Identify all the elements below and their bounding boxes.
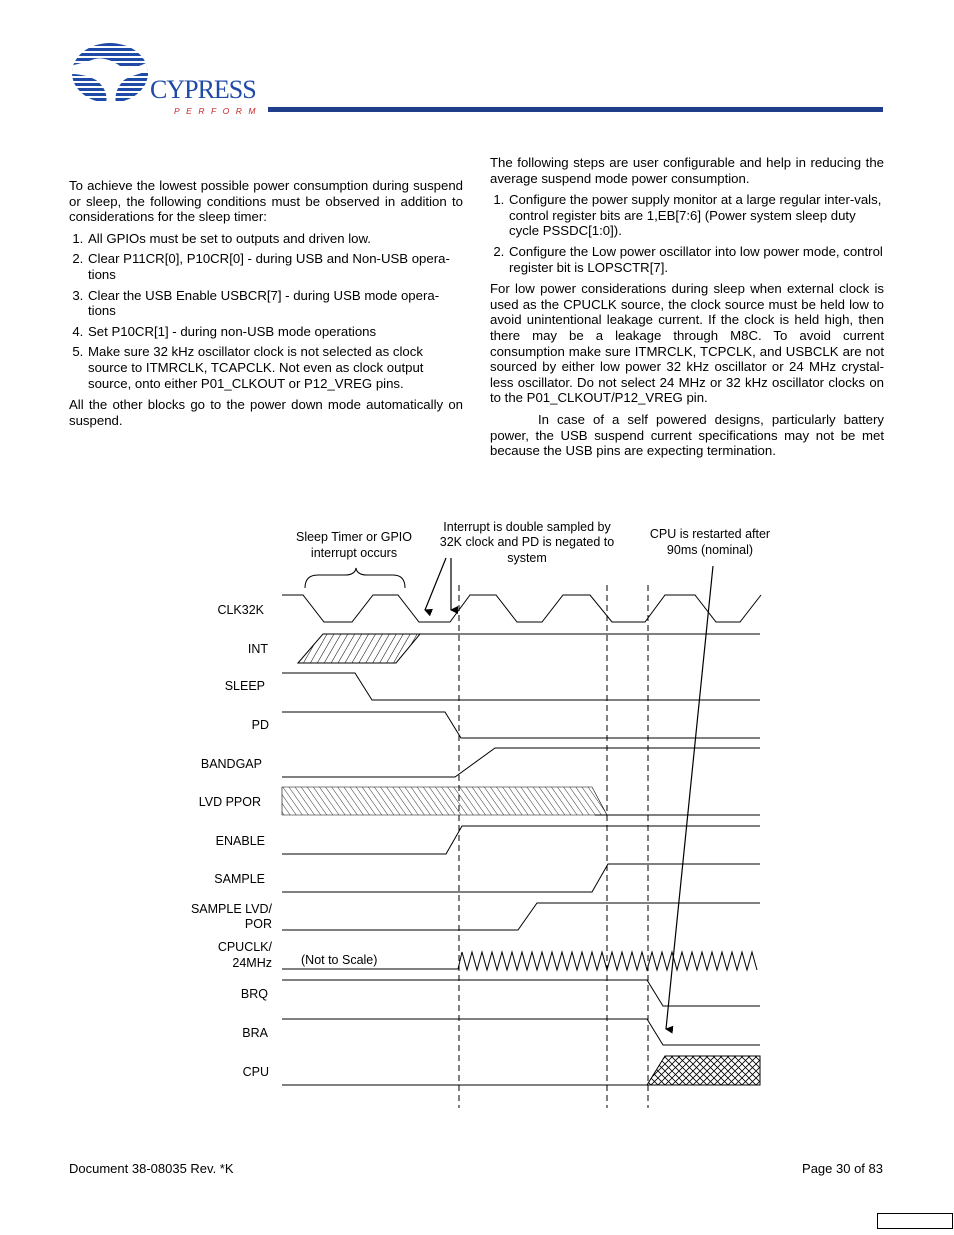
sample-waveform — [282, 864, 760, 892]
arrow-interrupt-1 — [425, 558, 446, 610]
signal-label: BRA — [242, 1026, 268, 1040]
annotation-cpu-restart: CPU is restarted after — [649, 527, 771, 541]
annotation-cpu-restart: 90ms (nominal) — [666, 543, 754, 557]
signal-label: CPUCLK/ — [217, 940, 272, 954]
list-item: 1. Configure the power supply monitor at a large regular inter-vals, control register bits are 1,EB[7:6] (Power system sleep duty cycle PSSDC[1:0]). — [508, 192, 884, 239]
signal-label: SAMPLE — [214, 872, 265, 886]
not-to-scale-note: (Not to Scale) — [301, 953, 378, 967]
sleep-waveform — [282, 673, 760, 700]
svg-text:PERFORM: PERFORM — [174, 106, 260, 116]
bra-waveform — [282, 1019, 760, 1045]
signal-label: PD — [251, 718, 269, 732]
annotation-interrupt: Interrupt is double sampled by — [443, 520, 611, 534]
brq-waveform — [282, 980, 760, 1006]
signal-label: BANDGAP — [200, 757, 262, 771]
right-para1: For low power considerations during sleep when external clock is used as the CPUCLK source, the clock source must be held low to avoid unintentional leakage current. If the clock is held high, then there may be a leakage through M8C. To avoid current consumption make sure ITMRCLK, TCPCLK, and USBCLK are not sourced by either low power 32 kHz oscillator or 24 MHz crystal-less oscillator. Do not select 24 MHz or 32 kHz oscillator clocks on to the P01_CLKOUT/P12_VREG pin. — [490, 281, 884, 406]
list-item: 1. All GPIOs must be set to outputs and driven low. — [87, 231, 463, 247]
enable-waveform — [282, 826, 760, 854]
list-item: 2. Configure the Low power oscillator into low power mode, control register bit is LOPSCTR[7]. — [508, 244, 884, 275]
list-item: 5. Make sure 32 kHz oscillator clock is not selected as clock source to ITMRCLK, TCAPCLK. Not even as clock output source, onto either P01_CLKOUT or P12_VREG pins. — [87, 344, 463, 391]
lvd-ppor-hatch — [282, 787, 607, 815]
signal-label: SLEEP — [224, 679, 265, 693]
annotation-sleep-timer: interrupt occurs — [310, 546, 398, 560]
pd-waveform — [282, 712, 760, 738]
right-intro: The following steps are user configurable and help in reducing the average suspend mode power consumption. — [490, 155, 884, 186]
signal-label: LVD PPOR — [198, 795, 261, 809]
left-intro: To achieve the lowest possible power consumption during suspend or sleep, the following conditions must be observed in addition to considerations for the sleep timer: — [69, 178, 463, 225]
list-item: 3. Clear the USB Enable USBCR[7] - during USB mode opera-tions — [87, 288, 463, 319]
right-para2: In case of a self powered designs, particularly battery power, the USB suspend current specifications may not be met because the USB pins are expecting termination. — [490, 411, 884, 459]
annotation-sleep-timer: Sleep Timer or GPIO — [295, 530, 413, 544]
footer-document-number: Document 38-08035 Rev. *K — [69, 1161, 234, 1176]
signal-label: CPU — [242, 1065, 269, 1079]
signal-label: ENABLE — [215, 834, 265, 848]
bandgap-waveform — [282, 748, 760, 777]
svg-text:CYPRESS: CYPRESS — [150, 75, 256, 104]
list-item: 4. Set P10CR[1] - during non-USB mode operations — [87, 324, 463, 340]
signal-label: SAMPLE LVD/ — [190, 902, 272, 916]
footer-page-number: Page 30 of 83 — [802, 1161, 883, 1176]
signal-label: 24MHz — [232, 956, 272, 970]
left-closing: All the other blocks go to the power down mode automatically on suspend. — [69, 397, 463, 428]
annotation-interrupt: system — [507, 551, 547, 565]
cpu-crosshatch — [647, 1056, 760, 1085]
signal-label: INT — [247, 642, 268, 656]
corner-box — [877, 1213, 953, 1229]
int-hatch — [298, 634, 420, 663]
clk32k-waveform — [282, 595, 761, 622]
interrupt-brace — [305, 568, 405, 588]
list-item: 2. Clear P11CR[0], P10CR[0] - during USB and Non-USB opera-tions — [87, 251, 463, 282]
signal-label: CLK32K — [217, 603, 264, 617]
sample-lvd-waveform — [282, 903, 760, 930]
signal-label: POR — [244, 917, 272, 931]
signal-label: BRQ — [240, 987, 268, 1001]
annotation-interrupt: 32K clock and PD is negated to — [439, 535, 615, 549]
